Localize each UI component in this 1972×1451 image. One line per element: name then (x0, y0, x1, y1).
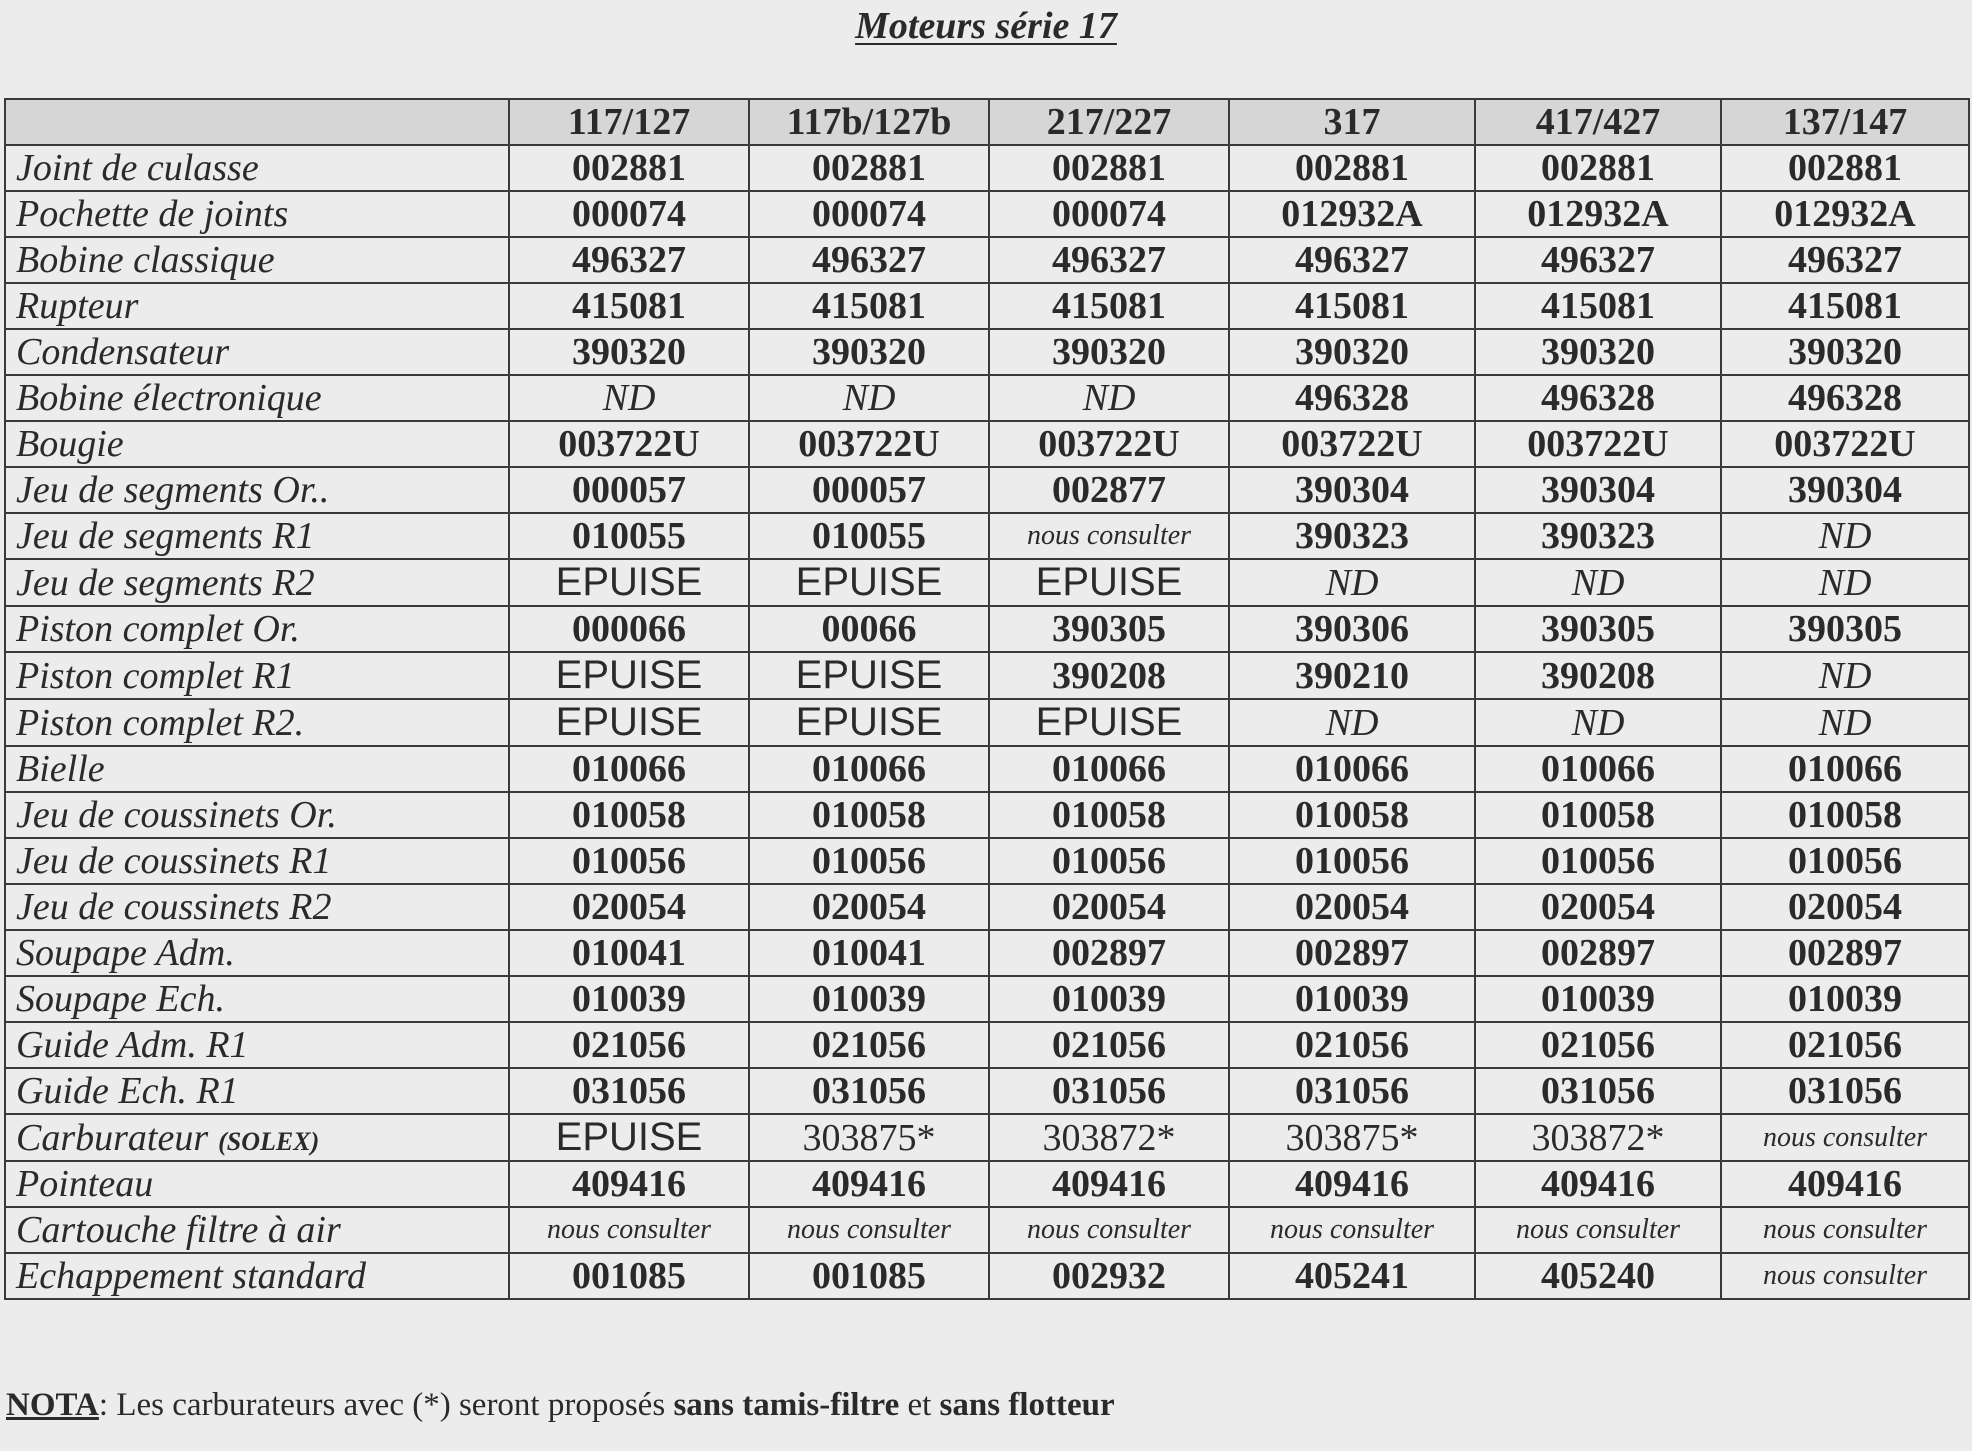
row-label-text: Soupape Ech. (16, 978, 225, 1020)
table-cell: 002881 (1229, 145, 1475, 191)
table-row (5, 884, 1969, 930)
table-cell: 002897 (989, 930, 1229, 976)
row-label-text: Jeu de coussinets R2 (16, 886, 332, 928)
table-cell: 021056 (1721, 1022, 1969, 1068)
row-label-text: Bobine électronique (16, 377, 322, 419)
table-cell: 496327 (509, 237, 749, 283)
table-cell: 409416 (1475, 1161, 1721, 1207)
table-cell: 405240 (1475, 1253, 1721, 1299)
table-cell: 002897 (1721, 930, 1969, 976)
table-cell: 010055 (509, 513, 749, 559)
table-row (5, 1161, 1969, 1207)
table-cell: nous consulter (1229, 1207, 1475, 1253)
row-label (5, 513, 509, 559)
table-cell: 031056 (749, 1068, 989, 1114)
table-cell: 415081 (509, 283, 749, 329)
table-cell: 002881 (509, 145, 749, 191)
table-cell: 010041 (509, 930, 749, 976)
table-cell: 390320 (1229, 329, 1475, 375)
table-cell: 010039 (1721, 976, 1969, 1022)
table-cell: 010056 (749, 838, 989, 884)
table-row (5, 746, 1969, 792)
table-cell: 390323 (1475, 513, 1721, 559)
row-label-text: Jeu de segments R1 (16, 515, 315, 557)
footnote-bold-1: sans tamis-filtre (673, 1387, 900, 1423)
table-cell: 415081 (1229, 283, 1475, 329)
table-row (5, 375, 1969, 421)
row-label-text: Pochette de joints (16, 193, 289, 235)
table-row (5, 513, 1969, 559)
column-header: 417/427 (1475, 99, 1721, 145)
table-row (5, 559, 1969, 606)
table-cell: 002877 (989, 467, 1229, 513)
table-cell: ND (1229, 559, 1475, 606)
table-cell: ND (1475, 699, 1721, 746)
row-label-text: Jeu de coussinets R1 (16, 840, 332, 882)
table-cell: EPUISE (749, 559, 989, 606)
row-label (5, 699, 509, 746)
column-header: 217/227 (989, 99, 1229, 145)
table-cell: EPUISE (749, 699, 989, 746)
table-cell: EPUISE (509, 699, 749, 746)
table-cell: 010056 (1229, 838, 1475, 884)
table-cell: 390208 (1475, 652, 1721, 699)
table-cell: 031056 (1475, 1068, 1721, 1114)
table-row (5, 930, 1969, 976)
row-label-text: Carburateur (16, 1116, 209, 1159)
row-label (5, 559, 509, 606)
row-label (5, 467, 509, 513)
table-cell: EPUISE (989, 559, 1229, 606)
table-cell: nous consulter (989, 1207, 1229, 1253)
row-label-text: Bougie (16, 423, 124, 465)
table-cell: 021056 (749, 1022, 989, 1068)
page-title: Moteurs série 17 (855, 5, 1117, 47)
table-cell: 496327 (1229, 237, 1475, 283)
table-cell: 390320 (749, 329, 989, 375)
table-cell: 303875* (749, 1114, 989, 1161)
row-label-suffix: (SOLEX) (218, 1126, 320, 1156)
row-label-text: Cartouche filtre à air (16, 1209, 341, 1251)
table-cell: 010055 (749, 513, 989, 559)
table-cell: 010056 (989, 838, 1229, 884)
table-cell: nous consulter (1721, 1253, 1969, 1299)
table-cell: 010039 (749, 976, 989, 1022)
row-label-text: Rupteur (16, 285, 139, 327)
table-cell: 010058 (749, 792, 989, 838)
table-cell: 002881 (1475, 145, 1721, 191)
row-label (5, 792, 509, 838)
header-row (5, 99, 1969, 145)
table-cell: 003722U (989, 421, 1229, 467)
table-cell: 496327 (1721, 237, 1969, 283)
row-label (5, 1161, 509, 1207)
table-row (5, 976, 1969, 1022)
row-label-text: Echappement standard (16, 1255, 367, 1297)
table-cell: 031056 (1229, 1068, 1475, 1114)
table-cell: 020054 (989, 884, 1229, 930)
table-cell: 390320 (1475, 329, 1721, 375)
row-label-text: Piston complet R1 (16, 654, 295, 697)
table-cell: 010056 (1475, 838, 1721, 884)
row-label-text: Guide Ech. R1 (16, 1070, 239, 1112)
table-cell: ND (1721, 699, 1969, 746)
table-cell: 021056 (509, 1022, 749, 1068)
table-cell: 002897 (1475, 930, 1721, 976)
table-row (5, 1253, 1969, 1299)
row-label-text: Soupape Adm. (16, 932, 235, 974)
table-cell: 020054 (1721, 884, 1969, 930)
footnote-text-1: : Les carburateurs avec (*) seront proposés (98, 1387, 674, 1423)
column-header: 117/127 (509, 99, 749, 145)
table-cell: nous consulter (509, 1207, 749, 1253)
table-cell: nous consulter (989, 513, 1229, 559)
table-cell: 390320 (989, 329, 1229, 375)
table-row (5, 329, 1969, 375)
table-cell: 390208 (989, 652, 1229, 699)
table-cell: 409416 (509, 1161, 749, 1207)
row-label (5, 421, 509, 467)
table-cell: 010066 (1229, 746, 1475, 792)
row-label (5, 838, 509, 884)
table-cell: 390323 (1229, 513, 1475, 559)
table-cell: 000066 (509, 606, 749, 652)
table-cell: 010056 (1721, 838, 1969, 884)
row-label (5, 606, 509, 652)
row-label (5, 145, 509, 191)
table-row (5, 838, 1969, 884)
table-cell: 002881 (749, 145, 989, 191)
table-cell: 020054 (509, 884, 749, 930)
table-cell: 001085 (509, 1253, 749, 1299)
table-cell: 496328 (1721, 375, 1969, 421)
table-cell: 012932A (1475, 191, 1721, 237)
table-cell: 021056 (1229, 1022, 1475, 1068)
row-label-text: Jeu de coussinets Or. (16, 794, 337, 836)
row-label (5, 1114, 509, 1161)
table-cell: 020054 (749, 884, 989, 930)
table-cell: 031056 (1721, 1068, 1969, 1114)
row-label-text: Piston complet R2. (16, 701, 305, 744)
table-row (5, 1068, 1969, 1114)
table-cell: 390305 (1721, 606, 1969, 652)
row-label (5, 1068, 509, 1114)
table-cell: ND (1721, 559, 1969, 606)
table-cell: EPUISE (509, 1114, 749, 1161)
row-label (5, 746, 509, 792)
table-cell: 415081 (749, 283, 989, 329)
table-cell: 00066 (749, 606, 989, 652)
table-cell: 496327 (989, 237, 1229, 283)
row-label-text: Condensateur (16, 331, 230, 373)
table-cell: 415081 (989, 283, 1229, 329)
table-cell: 010039 (1229, 976, 1475, 1022)
table-cell: 012932A (1721, 191, 1969, 237)
table-row (5, 237, 1969, 283)
table-cell: 415081 (1721, 283, 1969, 329)
table-cell: 000074 (989, 191, 1229, 237)
table-cell: 303875* (1229, 1114, 1475, 1161)
row-label-text: Bobine classique (16, 239, 275, 281)
table-cell: ND (1475, 559, 1721, 606)
table-cell: 012932A (1229, 191, 1475, 237)
parts-reference-table (4, 98, 1970, 1300)
table-cell: 010058 (1721, 792, 1969, 838)
table-cell: nous consulter (1721, 1114, 1969, 1161)
row-label-text: Jeu de segments R2 (16, 561, 315, 604)
column-header: 117b/127b (749, 99, 989, 145)
table-cell: 390306 (1229, 606, 1475, 652)
table-cell: 002881 (989, 145, 1229, 191)
table-cell: 303872* (1475, 1114, 1721, 1161)
table-cell: 010056 (509, 838, 749, 884)
table-cell: nous consulter (1721, 1207, 1969, 1253)
table-cell: ND (1721, 652, 1969, 699)
table-cell: 010066 (1721, 746, 1969, 792)
table-cell: 390304 (1475, 467, 1721, 513)
footnote-bold-2: sans flotteur (939, 1387, 1115, 1423)
table-cell: 390320 (509, 329, 749, 375)
table-cell: 000057 (509, 467, 749, 513)
table-cell: 010058 (1229, 792, 1475, 838)
table-row (5, 145, 1969, 191)
table-cell: 390304 (1229, 467, 1475, 513)
table-cell: 000074 (749, 191, 989, 237)
table-cell: EPUISE (509, 559, 749, 606)
table-cell: 496328 (1475, 375, 1721, 421)
table-cell: EPUISE (509, 652, 749, 699)
row-label (5, 1022, 509, 1068)
footnote-key: NOTA (6, 1387, 99, 1423)
table-cell: 409416 (1721, 1161, 1969, 1207)
table-cell: 010058 (989, 792, 1229, 838)
table-cell: 496327 (749, 237, 989, 283)
table-cell: 390210 (1229, 652, 1475, 699)
table-cell: 010066 (989, 746, 1229, 792)
corner-cell (5, 99, 509, 145)
table-cell: nous consulter (1475, 1207, 1721, 1253)
table-row (5, 1022, 1969, 1068)
table-cell: EPUISE (989, 699, 1229, 746)
column-header: 137/147 (1721, 99, 1969, 145)
table-cell: 409416 (989, 1161, 1229, 1207)
table-cell: 415081 (1475, 283, 1721, 329)
row-label (5, 1253, 509, 1299)
table-cell: ND (989, 375, 1229, 421)
table-cell: 003722U (749, 421, 989, 467)
table-cell: 020054 (1229, 884, 1475, 930)
table-cell: 010066 (749, 746, 989, 792)
row-label (5, 976, 509, 1022)
table-cell: 496328 (1229, 375, 1475, 421)
table-cell: 021056 (989, 1022, 1229, 1068)
table-cell: 031056 (509, 1068, 749, 1114)
row-label (5, 1207, 509, 1253)
table-cell: 001085 (749, 1253, 989, 1299)
row-label-text: Jeu de segments Or.. (16, 469, 330, 511)
footnote (6, 1387, 1115, 1424)
row-label (5, 237, 509, 283)
table-cell: 010058 (1475, 792, 1721, 838)
table-cell: 496327 (1475, 237, 1721, 283)
row-label-text: Guide Adm. R1 (16, 1024, 249, 1066)
table-row (5, 1207, 1969, 1253)
table-row (5, 699, 1969, 746)
table-cell: 020054 (1475, 884, 1721, 930)
table-cell: 003722U (1475, 421, 1721, 467)
table-row (5, 421, 1969, 467)
table-cell: 303872* (989, 1114, 1229, 1161)
column-header: 317 (1229, 99, 1475, 145)
table-cell: 010041 (749, 930, 989, 976)
table-row (5, 1114, 1969, 1161)
table-cell: 003722U (1229, 421, 1475, 467)
table-cell: ND (1229, 699, 1475, 746)
table-cell: 390305 (1475, 606, 1721, 652)
table-cell: 409416 (1229, 1161, 1475, 1207)
table-row (5, 606, 1969, 652)
table-cell: 010039 (509, 976, 749, 1022)
table-cell: 390305 (989, 606, 1229, 652)
table-cell: nous consulter (749, 1207, 989, 1253)
table-cell: 003722U (1721, 421, 1969, 467)
table-cell: 010058 (509, 792, 749, 838)
table-cell: EPUISE (749, 652, 989, 699)
row-label (5, 283, 509, 329)
table-cell: 010066 (1475, 746, 1721, 792)
row-label (5, 329, 509, 375)
table-row (5, 191, 1969, 237)
table-row (5, 652, 1969, 699)
table-cell: 002897 (1229, 930, 1475, 976)
row-label-text: Joint de culasse (16, 147, 259, 189)
table-cell: 409416 (749, 1161, 989, 1207)
row-label (5, 930, 509, 976)
row-label-text: Pointeau (16, 1163, 154, 1205)
table-cell: 405241 (1229, 1253, 1475, 1299)
table-cell: 390304 (1721, 467, 1969, 513)
table-cell: 010039 (1475, 976, 1721, 1022)
table-cell: 000074 (509, 191, 749, 237)
table-cell: 390320 (1721, 329, 1969, 375)
row-label (5, 375, 509, 421)
table-cell: ND (1721, 513, 1969, 559)
table-cell: 010066 (509, 746, 749, 792)
table-cell: 003722U (509, 421, 749, 467)
table-row (5, 467, 1969, 513)
table-cell: 002881 (1721, 145, 1969, 191)
table-row (5, 283, 1969, 329)
table-cell: ND (509, 375, 749, 421)
row-label-text: Bielle (16, 748, 105, 790)
table-cell: 010039 (989, 976, 1229, 1022)
row-label (5, 652, 509, 699)
table-cell: 002932 (989, 1253, 1229, 1299)
table-cell: 000057 (749, 467, 989, 513)
row-label (5, 884, 509, 930)
row-label (5, 191, 509, 237)
table-cell: 021056 (1475, 1022, 1721, 1068)
table-row (5, 792, 1969, 838)
footnote-text-2: et (899, 1387, 940, 1423)
table-cell: 031056 (989, 1068, 1229, 1114)
table-cell: ND (749, 375, 989, 421)
row-label-text: Piston complet Or. (16, 608, 300, 650)
